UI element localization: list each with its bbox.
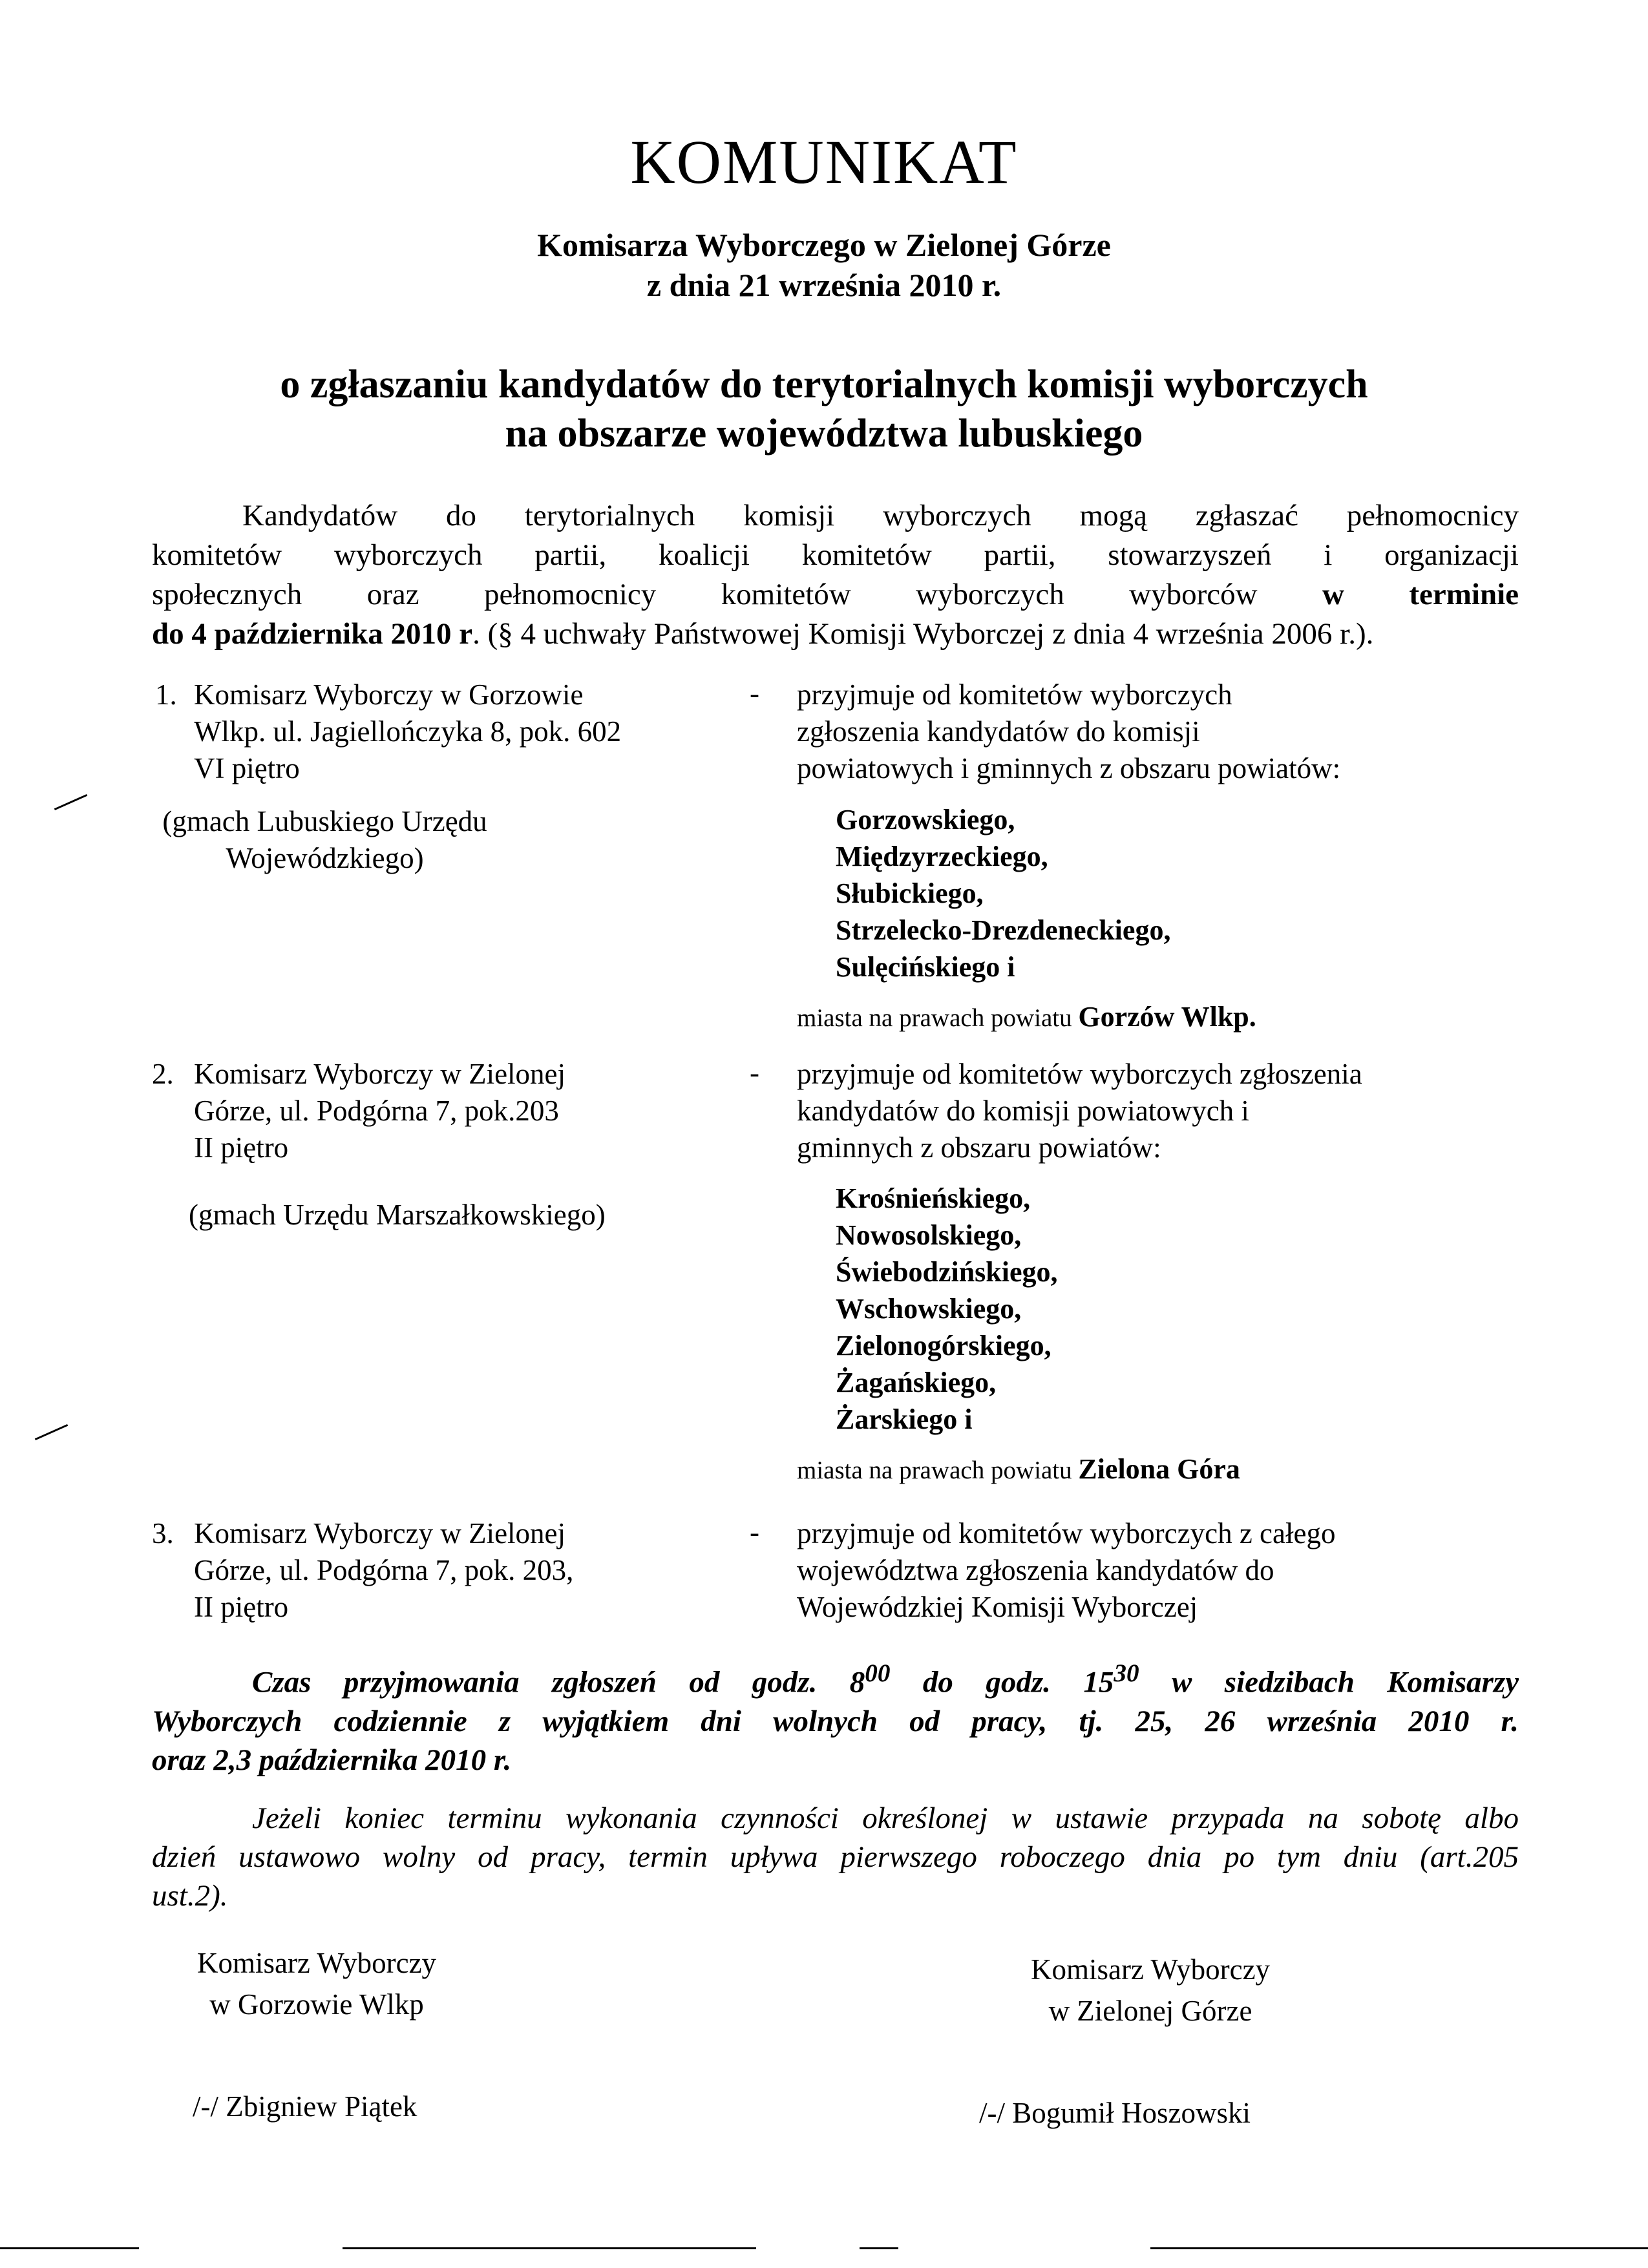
issuer-line: Komisarza Wyborczego w Zielonej Górze: [537, 227, 1111, 263]
hours-text-3: w siedzibach Komisarzy: [1139, 1665, 1519, 1699]
signature-gorzow-name: /-/ Zbigniew Piątek: [193, 2090, 417, 2123]
office-hours-paragraph: [152, 1654, 1519, 1780]
item-3-office-line-1: Komisarz Wyborczy w Zielonej: [194, 1517, 566, 1549]
item-3-office-line-3: II piętro: [194, 1591, 289, 1623]
district-strzelecko-drezdenecki: Strzelecko-Drezdeneckiego,: [836, 914, 1171, 946]
signature-zielona-gora-place: w Zielonej Górze: [1048, 1995, 1252, 2027]
item-1-city-note: miasta na prawach powiatu: [797, 1004, 1072, 1032]
item-3-number: 3.: [152, 1517, 174, 1549]
office-hours-line-3: oraz 2,3 października 2010 r.: [152, 1743, 512, 1777]
item-2-office-line-2: Górze, ul. Podgórna 7, pok.203: [194, 1095, 559, 1127]
intro-line-3-text: społecznych oraz pełnomocnicy komitetów wyborczych wyborców: [152, 578, 1258, 611]
district-zarski: Żarskiego i: [836, 1403, 973, 1435]
subject-line-2: na obszarze województwa lubuskiego: [505, 412, 1143, 456]
item-2-dash: -: [750, 1056, 759, 1089]
office-hours-line-2: Wyborczych codziennie z wyjątkiem dni wolnych od pracy, tj. 25, 26 września 2010 r.: [152, 1704, 1519, 1738]
item-2-city: [797, 1453, 1240, 1486]
item-3-desc-line-3: Wojewódzkiej Komisji Wyborczej: [797, 1591, 1198, 1623]
hours-sup-1: 00: [865, 1659, 891, 1687]
item-3-description: [797, 1515, 1335, 1626]
intro-resolution-ref: . (§ 4 uchwały Państwowej Komisji Wyborczej z dnia 4 września 2006 r.).: [472, 617, 1374, 651]
district-slubicki: Słubickiego,: [836, 877, 984, 909]
item-2-office: [194, 1056, 565, 1166]
item-2-description: [797, 1056, 1362, 1166]
item-1-city-name: Gorzów Wlkp.: [1078, 1001, 1256, 1033]
item-1-desc-line-2: zgłoszenia kandydatów do komisji: [797, 715, 1200, 748]
signature-zielona-gora-title: Komisarz Wyborczy: [1030, 1953, 1271, 1986]
district-zaganski: Żagańskiego,: [836, 1367, 997, 1398]
district-sulecinski: Sulęcińskiego i: [836, 951, 1015, 983]
intro-line-3: [152, 575, 1519, 614]
district-krosnienski: Krośnieńskiego,: [836, 1182, 1031, 1214]
item-1-dash: -: [750, 677, 759, 709]
item-3-office: [194, 1515, 573, 1626]
district-zielonogorski: Zielonogórskiego,: [836, 1330, 1051, 1361]
item-1-office: [194, 677, 621, 787]
item-1-desc-line-3: powiatowych i gminnych z obszaru powiatów:: [797, 752, 1341, 784]
item-1-districts: [836, 801, 1170, 985]
deadline-note-paragraph: [152, 1799, 1519, 1915]
scan-edge-line: [860, 2247, 898, 2249]
item-2-number: 2.: [152, 1058, 174, 1090]
intro-paragraph: [152, 496, 1519, 654]
district-nowosolski: Nowosolskiego,: [836, 1219, 1022, 1251]
district-miedzyrzecki: Międzyrzeckiego,: [836, 841, 1048, 872]
item-3-office-line-2: Górze, ul. Podgórna 7, pok. 203,: [194, 1554, 574, 1586]
item-1-building-line-1: (gmach Lubuskiego Urzędu: [162, 805, 487, 837]
item-3-desc-line-2: województwa zgłoszenia kandydatów do: [797, 1554, 1274, 1586]
district-gorzowski: Gorzowskiego,: [836, 804, 1015, 835]
item-1-office-line-3: VI piętro: [194, 752, 300, 784]
deadline-note-line-2: dzień ustawowo wolny od pracy, termin upływa pierwszego roboczego dnia po tym dniu (art.205: [152, 1840, 1519, 1874]
item-1-number: 1.: [155, 678, 177, 711]
intro-deadline-bold: do 4 października 2010 r: [152, 617, 473, 651]
intro-line-2: komitetów wyborczych partii, koalicji komitetów partii, stowarzyszeń i organizacji: [152, 538, 1519, 572]
item-3-dash: -: [750, 1516, 759, 1548]
item-1-building: [0, 803, 650, 877]
intro-line-1: Kandydatów do terytorialnych komisji wyborczych mogą zgłaszać pełnomocnicy: [242, 499, 1519, 532]
item-2-office-line-1: Komisarz Wyborczy w Zielonej: [194, 1058, 566, 1090]
item-2-building-line-1: (gmach Urzędu Marszałkowskiego): [189, 1199, 606, 1231]
item-2-city-note: miasta na prawach powiatu: [797, 1456, 1072, 1484]
subject-line-1: o zgłaszaniu kandydatów do terytorialnych komisji wyborczych: [280, 362, 1368, 406]
item-1-building-line-2: Wojewódzkiego): [226, 842, 424, 874]
intro-line-4: [152, 614, 1519, 654]
item-2-desc-line-3: gminnych z obszaru powiatów:: [797, 1131, 1161, 1164]
signature-zielona-gora: [982, 1949, 1318, 2032]
item-2-desc-line-2: kandydatów do komisji powiatowych i: [797, 1095, 1249, 1127]
hours-sup-2: 30: [1114, 1659, 1139, 1687]
item-2-city-name: Zielona Góra: [1078, 1453, 1240, 1485]
scan-mark: [35, 1424, 68, 1440]
item-1-office-line-1: Komisarz Wyborczy w Gorzowie: [194, 678, 584, 711]
hours-text-2: do godz. 15: [890, 1665, 1114, 1699]
item-1-city: [797, 1000, 1256, 1033]
item-1-desc-line-1: przyjmuje od komitetów wyborczych: [797, 678, 1232, 711]
item-2-districts: [836, 1180, 1058, 1438]
item-2-desc-line-1: przyjmuje od komitetów wyborczych zgłoszenia: [797, 1058, 1362, 1090]
item-3-desc-line-1: przyjmuje od komitetów wyborczych z całego: [797, 1517, 1336, 1549]
item-1-description: [797, 677, 1340, 787]
office-hours-line-1: [152, 1654, 1519, 1702]
signature-gorzow-title: Komisarz Wyborczy: [196, 1947, 437, 1979]
hours-text-1: Czas przyjmowania zgłoszeń od godz. 8: [252, 1665, 865, 1699]
item-1-office-line-2: Wlkp. ul. Jagiellończyka 8, pok. 602: [194, 715, 622, 748]
deadline-note-line-3: ust.2).: [152, 1879, 228, 1913]
scan-edge-line: [0, 2247, 139, 2249]
item-2-building: [189, 1197, 606, 1234]
signature-gorzow-place: w Gorzowie Wlkp: [209, 1988, 424, 2021]
document-title: KOMUNIKAT: [630, 127, 1018, 196]
district-wschowski: Wschowskiego,: [836, 1293, 1022, 1325]
signature-gorzow: [149, 1942, 485, 2025]
deadline-note-line-1: Jeżeli koniec terminu wykonania czynności określonej w ustawie przypada na sobotę albo: [252, 1801, 1519, 1835]
signature-zielona-gora-name: /-/ Bogumił Hoszowski: [979, 2097, 1251, 2129]
item-2-office-line-3: II piętro: [194, 1131, 289, 1164]
scan-edge-line: [343, 2247, 756, 2249]
district-swiebodzinski: Świebodzińskiego,: [836, 1256, 1058, 1288]
intro-term-bold: w terminie: [1322, 578, 1519, 611]
scan-edge-line: [1150, 2247, 1648, 2249]
date-line: z dnia 21 września 2010 r.: [646, 267, 1002, 303]
